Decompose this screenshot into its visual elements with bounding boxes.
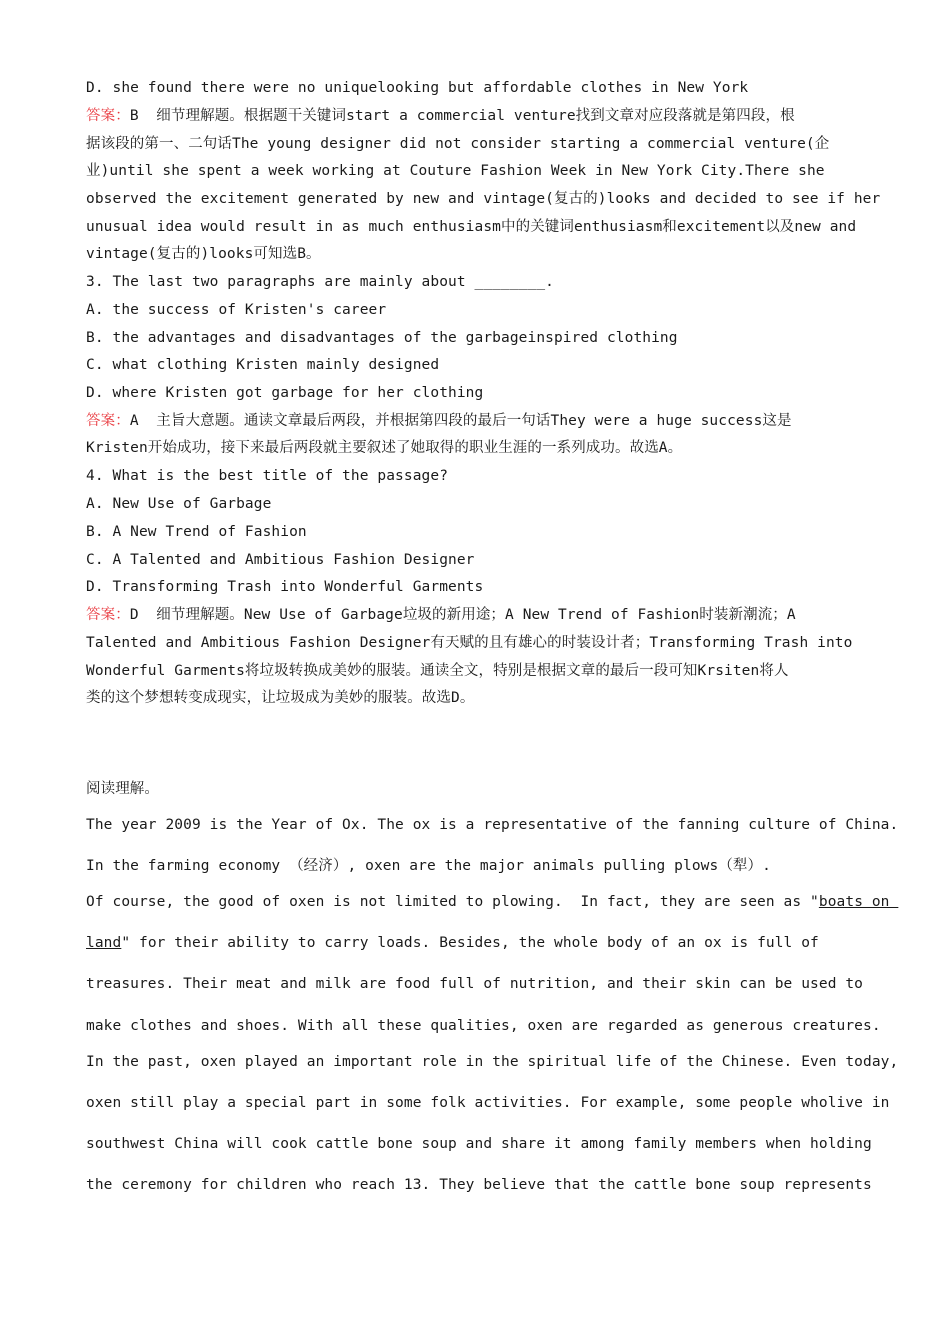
answer-text: A 主旨大意题。通读文章最后两段，并根据第四段的最后一句话They were a huge success这是 [129, 413, 792, 429]
passage-p2-line-3: treasures. Their meat and milk are food full of nutrition, and their skin can be used to [86, 976, 864, 992]
q3-option-b: B. the advantages and disadvantages of the garbageinspired clothing [86, 330, 678, 346]
answer-label: 答案： [86, 607, 130, 623]
q2-answer-line-3: 业)until she spent a week working at Couture Fashion Week in New York City.There she [86, 163, 825, 179]
q2-answer-line-5: unusual idea would result in as much enthusiasm中的关键词enthusiasm和excitement以及new and [86, 219, 857, 235]
q4-stem: 4. What is the best title of the passage? [86, 468, 449, 484]
q4-option-b: B. A New Trend of Fashion [86, 524, 307, 540]
passage-p2-line-4: make clothes and shoes. With all these qualities, oxen are regarded as generous creatures. [86, 1018, 881, 1034]
passage-p3-line-2: oxen still play a special part in some folk activities. For example, some people wholive in [86, 1095, 890, 1111]
passage-p3-line-4: the ceremony for children who reach 13. They believe that the cattle bone soup represents [86, 1177, 872, 1193]
section-heading: 阅读理解。 [86, 781, 159, 797]
q4-answer-line-1 [86, 605, 866, 625]
passage-p2-line-2 [86, 933, 866, 953]
passage-text: " for their ability to carry loads. Besides, the whole body of an ox is full of [121, 935, 819, 951]
q4-option-d: D. Transforming Trash into Wonderful Garments [86, 579, 484, 595]
q2-answer-line-1 [86, 106, 866, 126]
q3-answer-line-2: Kristen开始成功，接下来最后两段就主要叙述了她取得的职业生涯的一系列成功。故选A。 [86, 440, 683, 456]
q2-option-d: D. she found there were no uniquelooking but affordable clothes in New York [86, 80, 749, 96]
answer-text: B 细节理解题。根据题干关键词start a commercial venture找到文章对应段落就是第四段，根 [129, 108, 795, 124]
q2-answer-line-6: vintage(复古的)looks可知选B。 [86, 246, 321, 262]
passage-p3-line-3: southwest China will cook cattle bone soup and share it among family members when holding [86, 1136, 872, 1152]
q4-option-a: A. New Use of Garbage [86, 496, 272, 512]
q3-option-a: A. the success of Kristen's career [86, 302, 387, 318]
q3-option-d: D. where Kristen got garbage for her clothing [86, 385, 484, 401]
q2-answer-line-2: 据该段的第一、二句话The young designer did not consider starting a commercial venture(企 [86, 136, 830, 152]
passage-p1-line-1: The year 2009 is the Year of Ox. The ox is a representative of the fanning culture of China. [86, 817, 899, 833]
underlined-phrase: land [86, 935, 122, 951]
answer-label: 答案： [86, 413, 130, 429]
q4-answer-line-2: Talented and Ambitious Fashion Designer有天赋的且有雄心的时装设计者；Transforming Trash into [86, 635, 853, 651]
passage-p3-line-1: In the past, oxen played an important role in the spiritual life of the Chinese. Even today, [86, 1054, 899, 1070]
answer-label: 答案： [86, 108, 130, 124]
q2-answer-line-4: observed the excitement generated by new and vintage(复古的)looks and decided to see if her [86, 191, 881, 207]
q4-answer-line-4: 类的这个梦想转变成现实，让垃圾成为美妙的服装。故选D。 [86, 690, 475, 706]
underlined-phrase: boats on [818, 894, 899, 910]
passage-text: Of course, the good of oxen is not limited to plowing. In fact, they are seen as " [86, 894, 819, 910]
q4-option-c: C. A Talented and Ambitious Fashion Designer [86, 552, 475, 568]
q3-option-c: C. what clothing Kristen mainly designed [86, 357, 440, 373]
passage-p1-line-2: In the farming economy （经济）, oxen are the major animals pulling plows（犁）. [86, 858, 771, 874]
q3-answer-line-1 [86, 411, 866, 431]
q3-stem: 3. The last two paragraphs are mainly about ________. [86, 274, 554, 290]
passage-p2-line-1 [86, 892, 899, 912]
answer-text: D 细节理解题。New Use of Garbage垃圾的新用途；A New Trend of Fashion时装新潮流；A [129, 607, 796, 623]
q4-answer-line-3: Wonderful Garments将垃圾转换成美妙的服装。通读全文，特别是根据文章的最后一段可知Krsiten将人 [86, 663, 789, 679]
